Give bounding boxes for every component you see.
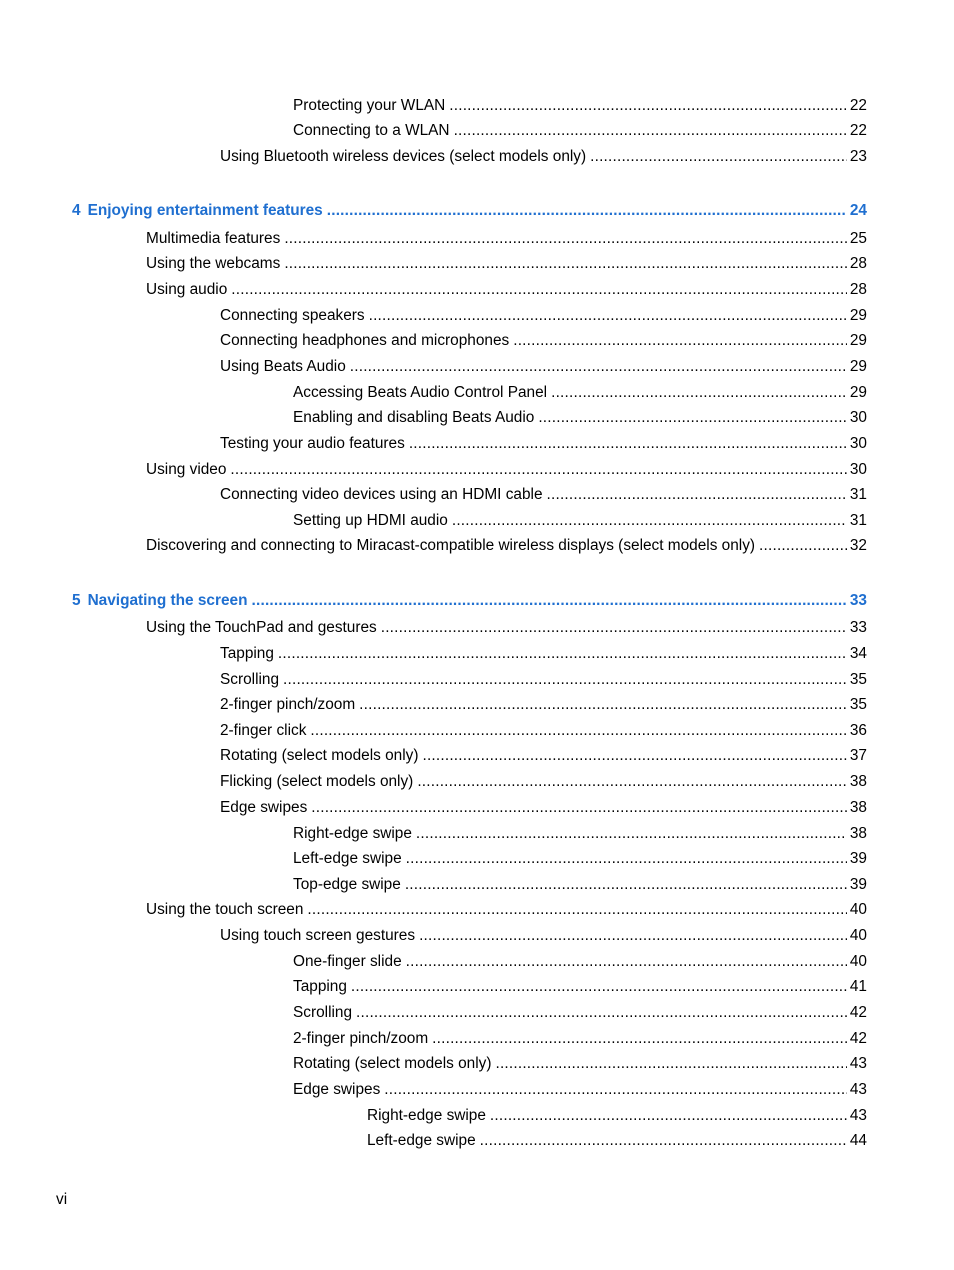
toc-entry-title bbox=[220, 746, 422, 766]
toc-entry-text: Rotating (select models only) bbox=[293, 1055, 492, 1072]
toc-page-number: 35 bbox=[849, 696, 867, 713]
toc-page-number: 43 bbox=[849, 1081, 867, 1098]
toc-entry[interactable] bbox=[220, 746, 867, 766]
toc-entry-title bbox=[220, 434, 409, 454]
toc-page-number: 39 bbox=[849, 850, 867, 867]
toc-entry-title bbox=[367, 1131, 480, 1151]
toc-entry[interactable] bbox=[220, 670, 867, 690]
toc-page-number: 32 bbox=[849, 537, 867, 554]
toc-entry-title bbox=[293, 511, 452, 531]
toc-entry-text: Scrolling bbox=[293, 1004, 353, 1021]
toc-entry-text: Using touch screen gestures bbox=[220, 927, 416, 944]
toc-entry[interactable] bbox=[293, 408, 867, 428]
toc-entry[interactable] bbox=[146, 254, 867, 274]
toc-entry[interactable] bbox=[220, 695, 867, 715]
toc-entry[interactable] bbox=[220, 331, 867, 351]
dot-leader bbox=[283, 670, 847, 690]
toc-page-number: 40 bbox=[849, 927, 867, 944]
toc-entry-text: Using the TouchPad and gestures bbox=[146, 619, 377, 636]
dot-leader bbox=[590, 147, 847, 167]
toc-entry[interactable] bbox=[293, 121, 867, 141]
toc-entry-title bbox=[146, 280, 231, 300]
toc-entry-title bbox=[146, 536, 759, 556]
dot-leader bbox=[422, 746, 846, 766]
dot-leader bbox=[384, 1080, 847, 1100]
toc-entry-text: Accessing Beats Audio Control Panel bbox=[293, 384, 548, 401]
toc-entry-text: Discovering and connecting to Miracast-compatible wireless displays (select models only) bbox=[146, 537, 756, 554]
toc-entry-title bbox=[220, 695, 359, 715]
toc-entry[interactable] bbox=[146, 618, 867, 638]
toc-entry-title bbox=[220, 644, 278, 664]
toc-entry-title bbox=[293, 1029, 432, 1049]
toc-page-number: 24 bbox=[849, 202, 867, 219]
toc-entry-text: Connecting headphones and microphones bbox=[220, 332, 510, 349]
toc-entry-title bbox=[220, 670, 283, 690]
dot-leader bbox=[284, 229, 847, 249]
toc-entry-title bbox=[220, 306, 369, 326]
dot-leader bbox=[432, 1029, 847, 1049]
toc-page-number: 33 bbox=[849, 619, 867, 636]
toc-entry-title bbox=[293, 977, 351, 997]
toc-page-number: 40 bbox=[849, 953, 867, 970]
dot-leader bbox=[351, 977, 847, 997]
toc-page-number: 29 bbox=[849, 384, 867, 401]
toc-page-number: 36 bbox=[849, 722, 867, 739]
toc-page-number: 29 bbox=[849, 332, 867, 349]
toc-page-number: 43 bbox=[849, 1107, 867, 1124]
toc-page-number: 30 bbox=[849, 461, 867, 478]
dot-leader bbox=[230, 460, 846, 480]
toc-entry[interactable] bbox=[220, 772, 867, 792]
toc-entry-text: Using the touch screen bbox=[146, 901, 304, 918]
toc-entry-title bbox=[220, 485, 547, 505]
toc-page-number: 40 bbox=[849, 901, 867, 918]
toc-entry-title bbox=[367, 1106, 490, 1126]
toc-entry-text: Right-edge swipe bbox=[367, 1107, 486, 1124]
toc-entry-title bbox=[293, 824, 416, 844]
toc-entry[interactable] bbox=[293, 824, 867, 844]
dot-leader bbox=[409, 434, 847, 454]
toc-entry[interactable] bbox=[220, 644, 867, 664]
dot-leader bbox=[495, 1054, 846, 1074]
toc-entry[interactable] bbox=[293, 1080, 867, 1100]
dot-leader bbox=[513, 331, 847, 351]
toc-entry-text: Left-edge swipe bbox=[367, 1132, 476, 1149]
toc-entry-text: Connecting video devices using an HDMI cable bbox=[220, 486, 543, 503]
toc-page-number: 41 bbox=[849, 978, 867, 995]
dot-leader bbox=[381, 618, 847, 638]
toc-entry-title bbox=[146, 460, 230, 480]
toc-page-number: 33 bbox=[849, 592, 867, 609]
toc-entry[interactable] bbox=[146, 460, 867, 480]
toc-page-number: 44 bbox=[849, 1132, 867, 1149]
toc-entry-text: Edge swipes bbox=[220, 799, 308, 816]
toc-entry-text: 2-finger pinch/zoom bbox=[220, 696, 356, 713]
toc-page-number: 38 bbox=[849, 825, 867, 842]
toc-entry-title bbox=[220, 147, 590, 167]
toc-entry-text: Using audio bbox=[146, 281, 228, 298]
dot-leader bbox=[551, 383, 847, 403]
dot-leader bbox=[547, 485, 847, 505]
toc-page-number: 30 bbox=[849, 435, 867, 452]
toc-entry-title bbox=[220, 772, 417, 792]
dot-leader bbox=[490, 1106, 847, 1126]
toc-entry-title bbox=[293, 383, 551, 403]
toc-entry-title bbox=[293, 96, 449, 116]
toc-entry[interactable] bbox=[220, 926, 867, 946]
toc-entry-title bbox=[220, 798, 311, 818]
toc-page-number: 42 bbox=[849, 1004, 867, 1021]
toc-entry[interactable] bbox=[146, 536, 867, 556]
toc-page-number: 22 bbox=[849, 122, 867, 139]
toc-entry-text: Using Beats Audio bbox=[220, 358, 346, 375]
toc-entry-text: Protecting your WLAN bbox=[293, 97, 446, 114]
toc-page-number: 30 bbox=[849, 409, 867, 426]
toc-entry-text: Using the webcams bbox=[146, 255, 281, 272]
dot-leader bbox=[449, 96, 847, 116]
dot-leader bbox=[405, 875, 847, 895]
toc-page-number: 25 bbox=[849, 230, 867, 247]
dot-leader bbox=[480, 1131, 847, 1151]
toc-entry-text: Edge swipes bbox=[293, 1081, 381, 1098]
toc-page-number: 29 bbox=[849, 358, 867, 375]
toc-page-number: 38 bbox=[849, 773, 867, 790]
toc-entry-text: Tapping bbox=[220, 645, 274, 662]
toc-entry[interactable] bbox=[220, 485, 867, 505]
toc-entry-text: 2-finger click bbox=[220, 722, 307, 739]
toc-entry-text: Right-edge swipe bbox=[293, 825, 412, 842]
toc-entry[interactable] bbox=[293, 952, 867, 972]
toc-entry[interactable] bbox=[293, 511, 867, 531]
toc-entry-title bbox=[220, 721, 310, 741]
dot-leader bbox=[284, 254, 847, 274]
toc-entry-title bbox=[293, 1054, 495, 1074]
toc-entry-text: Flicking (select models only) bbox=[220, 773, 414, 790]
toc-page-number: 31 bbox=[849, 486, 867, 503]
dot-leader bbox=[406, 849, 847, 869]
dot-leader bbox=[419, 926, 847, 946]
dot-leader bbox=[406, 952, 847, 972]
dot-leader bbox=[231, 280, 847, 300]
toc-entry[interactable] bbox=[146, 229, 867, 249]
toc-entry[interactable] bbox=[367, 1106, 867, 1126]
toc-entry-title bbox=[293, 1080, 384, 1100]
toc-entry[interactable] bbox=[220, 798, 867, 818]
dot-leader bbox=[311, 798, 847, 818]
toc-entry-text: Setting up HDMI audio bbox=[293, 512, 448, 529]
toc-entry[interactable] bbox=[293, 1003, 867, 1023]
toc-entry-text: Top-edge swipe bbox=[293, 876, 401, 893]
dot-leader bbox=[327, 201, 847, 221]
toc-entry[interactable] bbox=[220, 434, 867, 454]
toc-entry[interactable] bbox=[293, 1054, 867, 1074]
toc-entry-text: Multimedia features bbox=[146, 230, 281, 247]
toc-entry-title bbox=[293, 121, 454, 141]
toc-entry-text: Tapping bbox=[293, 978, 347, 995]
toc-page-number: 28 bbox=[849, 255, 867, 272]
toc-chapter-entry[interactable] bbox=[72, 201, 867, 221]
chapter-number: 4 bbox=[72, 202, 81, 219]
toc-entry-text: Enjoying entertainment features bbox=[87, 202, 323, 219]
dot-leader bbox=[759, 536, 847, 556]
dot-leader bbox=[310, 721, 846, 741]
toc-entry-title bbox=[293, 875, 405, 895]
toc-entry-text: Left-edge swipe bbox=[293, 850, 402, 867]
dot-leader bbox=[538, 408, 847, 428]
toc-entry[interactable] bbox=[220, 147, 867, 167]
toc-entry-title bbox=[220, 926, 419, 946]
dot-leader bbox=[417, 772, 847, 792]
dot-leader bbox=[452, 511, 847, 531]
toc-entry[interactable] bbox=[293, 849, 867, 869]
dot-leader bbox=[252, 591, 847, 611]
toc-entry-title bbox=[72, 201, 327, 221]
toc-entry[interactable] bbox=[293, 1029, 867, 1049]
toc-chapter-entry[interactable] bbox=[72, 591, 867, 611]
toc-entry-text: Testing your audio features bbox=[220, 435, 405, 452]
chapter-number: 5 bbox=[72, 592, 81, 609]
dot-leader bbox=[278, 644, 847, 664]
toc-entry[interactable] bbox=[220, 357, 867, 377]
toc-entry-text: Connecting to a WLAN bbox=[293, 122, 450, 139]
toc-entry-text: Navigating the screen bbox=[87, 592, 248, 609]
toc-entry-title bbox=[220, 357, 350, 377]
page-number-footer: vi bbox=[56, 1191, 68, 1208]
toc-entry[interactable] bbox=[146, 280, 867, 300]
toc-entry-title bbox=[72, 591, 252, 611]
toc-entry[interactable] bbox=[146, 900, 867, 920]
toc-entry[interactable] bbox=[293, 383, 867, 403]
toc-page-number: 31 bbox=[849, 512, 867, 529]
toc-entry-title bbox=[146, 900, 307, 920]
toc-entry-text: Using Bluetooth wireless devices (select models only) bbox=[220, 148, 587, 165]
toc-page-number: 37 bbox=[849, 747, 867, 764]
dot-leader bbox=[454, 121, 847, 141]
toc-entry-title bbox=[293, 408, 538, 428]
dot-leader bbox=[369, 306, 847, 326]
toc-entry-text: 2-finger pinch/zoom bbox=[293, 1030, 429, 1047]
toc-page-number: 43 bbox=[849, 1055, 867, 1072]
toc-entry-text: Connecting speakers bbox=[220, 307, 365, 324]
dot-leader bbox=[350, 357, 847, 377]
toc-entry[interactable] bbox=[367, 1131, 867, 1151]
toc-entry-text: Scrolling bbox=[220, 671, 280, 688]
toc-entry-text: One-finger slide bbox=[293, 953, 402, 970]
toc-entry-title bbox=[146, 254, 284, 274]
toc-entry-title bbox=[293, 849, 406, 869]
toc-page-number: 29 bbox=[849, 307, 867, 324]
toc-entry[interactable] bbox=[293, 96, 867, 116]
dot-leader bbox=[356, 1003, 847, 1023]
toc-entry-title bbox=[146, 618, 381, 638]
toc-entry[interactable] bbox=[220, 721, 867, 741]
toc-page-number: 35 bbox=[849, 671, 867, 688]
toc-page-number: 28 bbox=[849, 281, 867, 298]
toc-entry-title bbox=[293, 952, 406, 972]
toc-page-number: 42 bbox=[849, 1030, 867, 1047]
toc-page-number: 22 bbox=[849, 97, 867, 114]
toc-entry[interactable] bbox=[293, 875, 867, 895]
toc-entry-title bbox=[293, 1003, 356, 1023]
dot-leader bbox=[416, 824, 847, 844]
toc-page-number: 23 bbox=[849, 148, 867, 165]
toc-page-number: 38 bbox=[849, 799, 867, 816]
toc-entry-title bbox=[220, 331, 513, 351]
toc-page-number: 34 bbox=[849, 645, 867, 662]
toc-page-number: 39 bbox=[849, 876, 867, 893]
dot-leader bbox=[359, 695, 847, 715]
toc-entry[interactable] bbox=[293, 977, 867, 997]
toc-entry-text: Enabling and disabling Beats Audio bbox=[293, 409, 535, 426]
toc-entry-title bbox=[146, 229, 284, 249]
toc-entry-text: Rotating (select models only) bbox=[220, 747, 419, 764]
toc-entry[interactable] bbox=[220, 306, 867, 326]
toc-entry-text: Using video bbox=[146, 461, 227, 478]
dot-leader bbox=[307, 900, 846, 920]
